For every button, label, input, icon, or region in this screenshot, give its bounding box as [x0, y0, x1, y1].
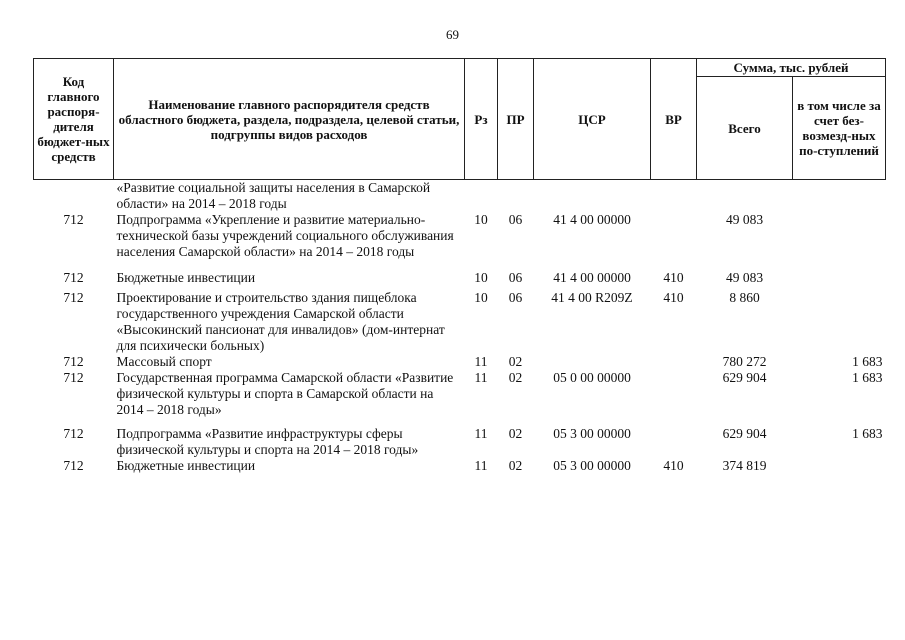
cell-incl: 1 683 [852, 370, 883, 385]
cell-vr [651, 354, 697, 370]
cell-rz: 10 [474, 290, 488, 305]
table-row [34, 260, 886, 286]
cell-vr: 410 [663, 458, 684, 473]
cell-incl [793, 212, 886, 260]
cell-rz: 10 [474, 270, 488, 285]
cell-rz: 11 [474, 370, 488, 385]
cell-code [34, 180, 114, 213]
cell-pr: 06 [508, 212, 523, 227]
cell-incl [793, 180, 886, 213]
cell-incl: 1 683 [852, 354, 883, 369]
header-rz: Рз [465, 59, 498, 180]
cell-incl [793, 286, 886, 354]
budget-table [33, 58, 886, 474]
cell-csr: 41 4 00 00000 [553, 212, 631, 227]
table-header [34, 59, 886, 180]
header-total: Всего [697, 77, 793, 180]
table-body [34, 180, 886, 475]
cell-total: 49 083 [725, 212, 764, 227]
table-row [34, 180, 886, 213]
cell-name: Бюджетные инвестиции [116, 270, 256, 285]
cell-csr [534, 354, 651, 370]
table-row [34, 354, 886, 370]
cell-total: 49 083 [725, 270, 764, 285]
cell-rz: 11 [474, 354, 488, 369]
header-pr: ПР [498, 59, 534, 180]
table-row [34, 370, 886, 418]
cell-csr: 41 4 00 00000 [553, 270, 631, 285]
cell-total: 629 904 [722, 370, 767, 385]
cell-pr: 02 [508, 354, 523, 369]
cell-rz: 11 [474, 458, 488, 473]
header-sum: Сумма, тыс. рублей [697, 59, 886, 77]
cell-total: 8 860 [729, 290, 760, 305]
cell-csr [534, 180, 651, 213]
table-row [34, 212, 886, 260]
cell-rz: 11 [474, 426, 488, 441]
cell-vr [651, 180, 697, 213]
cell-pr: 02 [508, 426, 523, 441]
cell-code: 712 [63, 354, 84, 369]
cell-name: Подпрограмма «Развитие инфраструктуры сферы физической культуры и спорта на 2014 – 2018 годы» [116, 426, 419, 457]
table-row [34, 286, 886, 354]
cell-pr [498, 180, 534, 213]
cell-code: 712 [63, 212, 84, 227]
cell-code: 712 [63, 426, 84, 441]
header-code: Код главного распоря-дителя бюджет-ных средств [34, 59, 114, 180]
cell-vr [651, 418, 697, 458]
cell-incl [793, 260, 886, 286]
cell-total: 780 272 [722, 354, 767, 369]
cell-csr: 41 4 00 R209Z [551, 290, 633, 305]
cell-vr: 410 [663, 270, 684, 285]
cell-total: 374 819 [722, 458, 767, 473]
table-row [34, 458, 886, 474]
cell-code: 712 [63, 370, 84, 385]
cell-incl [793, 458, 886, 474]
header-vr: ВР [651, 59, 697, 180]
cell-csr: 05 0 00 00000 [553, 370, 631, 385]
cell-name: Массовый спорт [116, 354, 212, 369]
cell-rz: 10 [474, 212, 488, 227]
header-csr: ЦСР [534, 59, 651, 180]
header-incl: в том числе за счет без-возмезд-ных по-ступлений [793, 77, 886, 180]
cell-total: 629 904 [722, 426, 767, 441]
cell-vr [651, 370, 697, 418]
page-number: 69 [446, 27, 459, 42]
cell-pr: 02 [508, 458, 523, 473]
cell-code: 712 [63, 270, 84, 285]
cell-name: Проектирование и строительство здания пищеблока государственного учреждения Самарской области «Высокинский пансионат для инвалидов» (дом-интернат для психически больных) [116, 290, 445, 353]
cell-name: «Развитие социальной защиты населения в Самарской области» на 2014 – 2018 годы [116, 180, 431, 211]
cell-name: Государственная программа Самарской области «Развитие физической культуры и спорта в Самарской области на 2014 – 2018 годы» [116, 370, 454, 417]
cell-code: 712 [63, 458, 84, 473]
cell-code: 712 [63, 290, 84, 305]
cell-rz [465, 180, 498, 213]
cell-incl: 1 683 [852, 426, 883, 441]
table-row [34, 418, 886, 458]
cell-vr [651, 212, 697, 260]
cell-name: Бюджетные инвестиции [116, 458, 256, 473]
header-name: Наименование главного распорядителя средств областного бюджета, раздела, подраздела, целевой статьи, подгруппы видов расходов [114, 59, 465, 180]
cell-pr: 06 [508, 290, 523, 305]
cell-total [697, 180, 793, 213]
cell-vr: 410 [663, 290, 684, 305]
cell-csr: 05 3 00 00000 [553, 458, 631, 473]
cell-csr: 05 3 00 00000 [553, 426, 631, 441]
cell-name: Подпрограмма «Укрепление и развитие материально-технической базы учреждений социального обслуживания населения Самарской области» на 2014 – 2018 годы [116, 212, 454, 259]
cell-pr: 06 [508, 270, 523, 285]
cell-pr: 02 [508, 370, 523, 385]
